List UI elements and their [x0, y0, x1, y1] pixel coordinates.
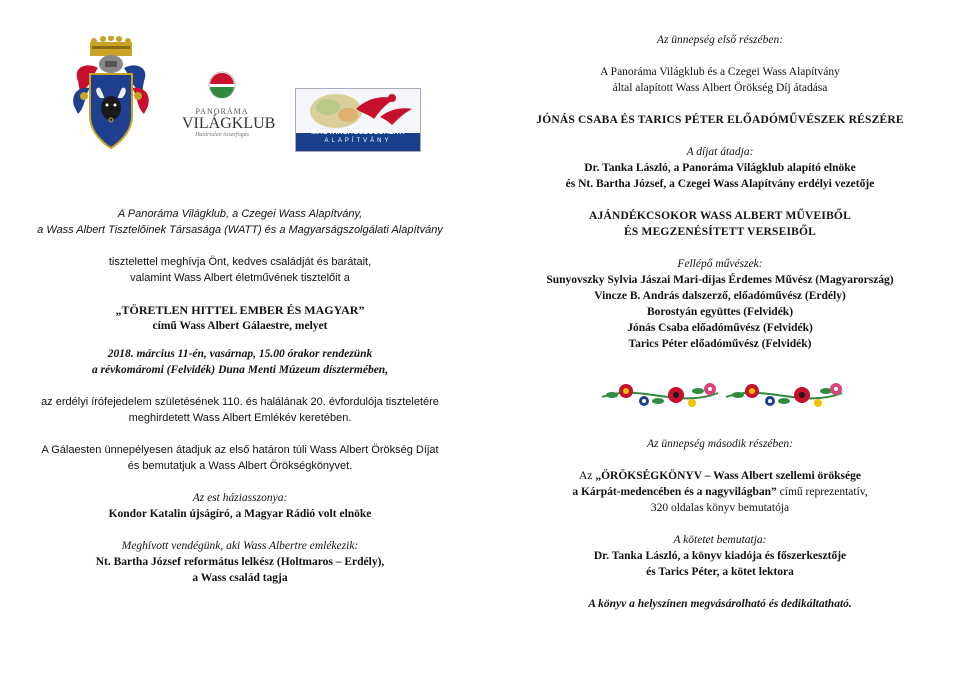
performer-item: Borostyán együttes (Felvidék): [646, 306, 794, 318]
presenter-line-2: és Nt. Bartha József, a Czegei Wass Alapítvány erdélyi vezetője: [565, 178, 875, 190]
globe-icon: [207, 70, 237, 100]
part1-line-1: A Panoráma Világklub és a Czegei Wass Alapítvány: [600, 66, 840, 78]
guest-label: Meghívott vendégünk, aki Wass Albertre emlékezik:: [121, 540, 359, 552]
performer-item: Tarics Péter előadóművész (Felvidék): [628, 338, 812, 350]
part1-line-2: által alapított Wass Albert Örökség Díj átadása: [612, 82, 828, 94]
invite-line-1: tisztelettel meghívja Önt, kedves családját és barátait,: [108, 256, 372, 268]
invite-line-2: valamint Wass Albert életművének tisztelőit a: [130, 272, 350, 284]
book-line-1: Az „ÖRÖKSÉGKÖNYV – Wass Albert szellemi öröksége: [579, 470, 861, 482]
guest-line-2: a Wass család tagja: [192, 572, 288, 584]
event-date: 2018. március 11-én, vasárnap, 15.00 órakor rendezünk: [107, 348, 373, 360]
map-emblem-icon: [296, 89, 420, 133]
panorama-vilagklub-logo: [182, 70, 276, 160]
event-title: „TÖRETLEN HITTEL EMBER ÉS MAGYAR”: [115, 303, 365, 317]
performer-item: Sunyovszky Sylvia Jászai Mari-díjas Érdemes Művész (Magyarország): [546, 274, 894, 286]
magyar-logo-sub: ALAPÍTVÁNY: [324, 138, 392, 144]
right-page: [480, 0, 960, 678]
book-line-3: 320 oldalas könyv bemutatója: [650, 502, 790, 514]
performer-item: Jónás Csaba előadóművész (Felvidék): [627, 322, 813, 334]
event-subtitle: című Wass Albert Gálaestre, melyet: [152, 320, 328, 332]
panorama-sub-text: Határtalan összefogás: [195, 132, 249, 138]
gala-line-2: és bemutatjuk a Wass Albert Örökségkönyvet.: [127, 460, 353, 472]
coat-of-arms-icon: [70, 36, 152, 154]
magyarsagszolgalati-logo: [295, 88, 421, 152]
book-line-2: a Kárpát-medencében és a nagyvilágban” című reprezentatív,: [572, 486, 868, 498]
organizers-line-2: a Wass Albert Tisztelőinek Társasága (WATT) és a Magyarságszolgálati Alapítvány: [37, 224, 443, 236]
presenters-label: A díjat átadja:: [686, 146, 754, 158]
event-venue: a révkomáromi (Felvidék) Duna Menti Múzeum dísztermében,: [91, 364, 389, 376]
program-title-2: ÉS MEGZENÉSÍTETT VERSEIBŐL: [623, 226, 817, 238]
book-presenter-line-1: Dr. Tanka László, a könyv kiadója és főszerkesztője: [593, 550, 847, 562]
anniversary-line-2: meghirdetett Wass Albert Emlékév keretében.: [128, 412, 352, 424]
part1-label: Az ünnepség első részében:: [656, 34, 784, 46]
magyar-logo-name: MAGYARSÁGSZOLGÁLATI: [311, 129, 405, 136]
performers-label: Fellépő művészek:: [677, 258, 763, 270]
book-presenters-label: A kötetet bemutatja:: [673, 534, 767, 546]
panorama-top-text: PANORÁMA: [195, 107, 249, 116]
closing-note: A könyv a helyszínen megvásárolható és dedikáltatható.: [588, 598, 852, 610]
presenter-line-1: Dr. Tanka László, a Panoráma Világklub alapító elnöke: [584, 162, 856, 174]
host-label: Az est háziasszonya:: [192, 492, 288, 504]
awardees-heading: JÓNÁS CSABA ÉS TARICS PÉTER ELŐADÓMŰVÉSZEK RÉSZÉRE: [536, 114, 904, 126]
embroidery-decoration-icon: [598, 375, 846, 415]
logo-row: [0, 30, 480, 160]
book-presenter-line-2: és Tarics Péter, a kötet lektora: [646, 566, 794, 578]
anniversary-line-1: az erdélyi írófejedelem születésének 110. és halálának 20. évfordulója tiszteletére: [41, 396, 439, 408]
part2-label: Az ünnepség második részében:: [647, 438, 793, 450]
gala-line-1: A Gálaesten ünnepélyesen átadjuk az első határon túli Wass Albert Örökség Díjat: [41, 444, 439, 456]
organizers-line-1: A Panoráma Világklub, a Czegei Wass Alapítvány,: [117, 208, 363, 220]
host-name: Kondor Katalin újságíró, a Magyar Rádió volt elnöke: [108, 508, 372, 520]
performer-item: Vincze B. András dalszerző, előadóművész (Erdély): [594, 290, 846, 302]
program-title-1: AJÁNDÉKCSOKOR WASS ALBERT MŰVEIBŐL: [589, 210, 851, 222]
guest-line-1: Nt. Bartha József református lelkész (Holtmaros – Erdély),: [95, 556, 385, 568]
panorama-name-text: VILÁGKLUB: [182, 115, 276, 132]
